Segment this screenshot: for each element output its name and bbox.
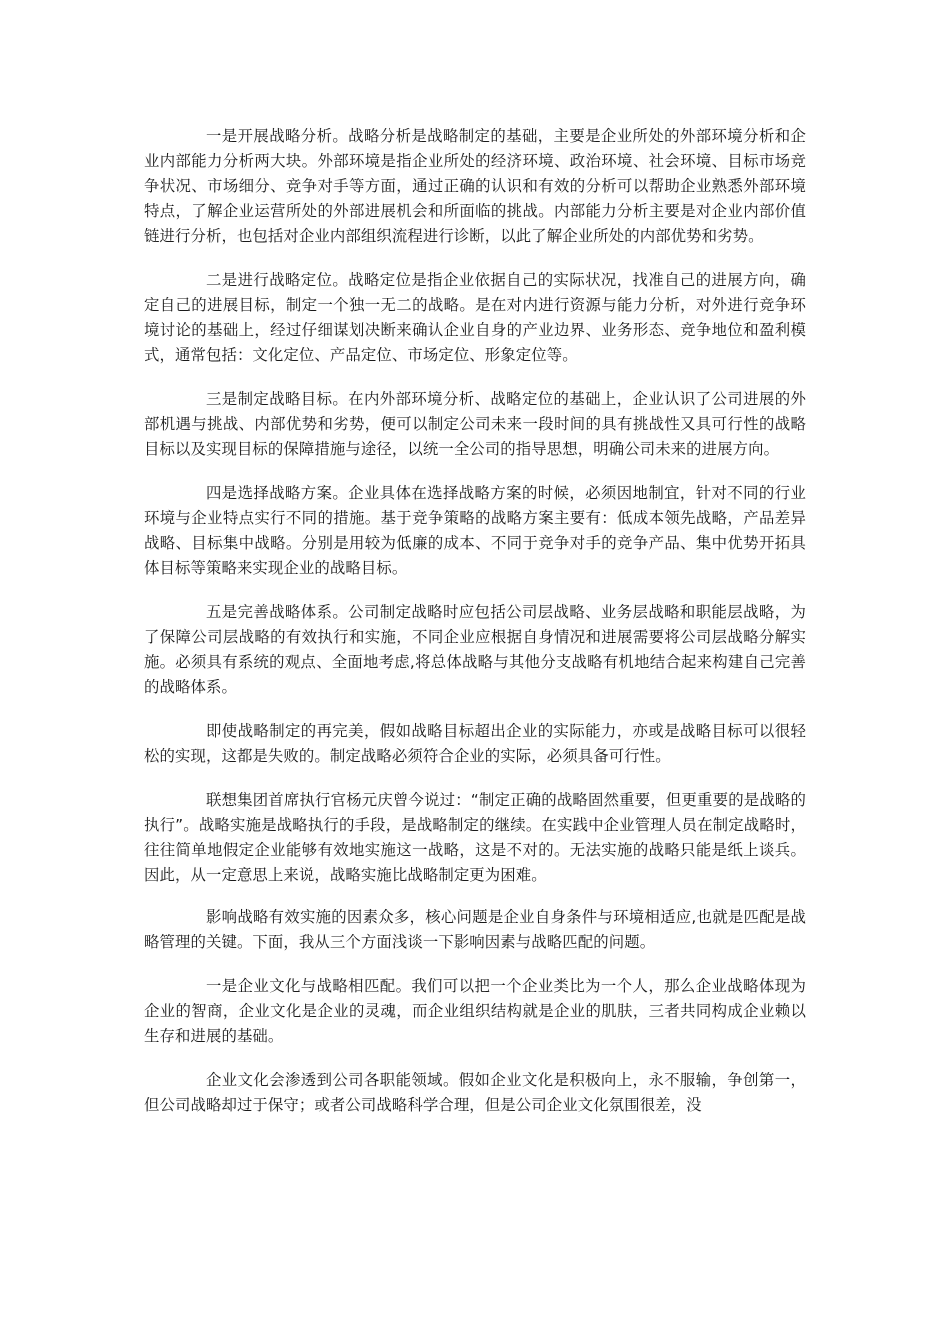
paragraph-strategy-analysis: 一是开展战略分析。战略分析是战略制定的基础，主要是企业所处的外部环境分析和企业内部能力分析两大块。外部环境是指企业所处的经济环境、政治环境、社会环境、目标市场竞争状况、市场细分、竞争对手等方面，通过正确的认识和有效的分析可以帮助企业熟悉外部环境特点，了解企业运营所处的外部进展机会和所面临的挑战。内部能力分析主要是对企业内部价值链进行分析，也包括对企业内部组织流程进行诊断，以此了解企业所处的内部优势和劣势。 <box>144 127 806 245</box>
paragraph-culture-matching: 一是企业文化与战略相匹配。我们可以把一个企业类比为一个人，那么企业战略体现为企业的智商，企业文化是企业的灵魂，而企业组织结构就是企业的肌肤，三者共同构成企业赖以生存和进展的基础。 <box>144 977 806 1045</box>
paragraph-strategy-positioning: 二是进行战略定位。战略定位是指企业依据自己的实际状况，找准自己的进展方向，确定自己的进展目标，制定一个独一无二的战略。是在对内进行资源与能力分析，对外进行竞争环境讨论的基础上，经过仔细谋划决断来确认企业自身的产业边界、业务形态、竞争地位和盈利模式，通常包括：文化定位、产品定位、市场定位、形象定位等。 <box>144 271 806 364</box>
paragraph-matching-factors: 影响战略有效实施的因素众多，核心问题是企业自身条件与环境相适应,也就是匹配是战略管理的关键。下面，我从三个方面浅谈一下影响因素与战略匹配的问题。 <box>144 908 806 951</box>
paragraph-feasibility: 即使战略制定的再完美，假如战略目标超出企业的实际能力，亦或是战略目标可以很轻松的实现，这都是失败的。制定战略必须符合企业的实际，必须具备可行性。 <box>144 722 806 765</box>
paragraph-strategy-options: 四是选择战略方案。企业具体在选择战略方案的时候，必须因地制宜，针对不同的行业环境与企业特点实行不同的措施。基于竞争策略的战略方案主要有：低成本领先战略，产品差异战略、目标集中战略。分别是用较为低廉的成本、不同于竞争对手的竞争产品、集中优势开拓具体目标等策略来实现企业的战略目标。 <box>144 484 806 577</box>
document-body <box>144 124 806 1118</box>
paragraph-strategy-system: 五是完善战略体系。公司制定战略时应包括公司层战略、业务层战略和职能层战略，为了保障公司层战略的有效执行和实施，不同企业应根据自身情况和进展需要将公司层战略分解实施。必须具有系统的观点、全面地考虑,将总体战略与其他分支战略有机地结合起来构建自己完善的战略体系。 <box>144 603 806 696</box>
paragraph-execution-quote: 联想集团首席执行官杨元庆曾今说过：“制定正确的战略固然重要，但更重要的是战略的执行”。战略实施是战略执行的手段，是战略制定的继续。在实践中企业管理人员在制定战略时，往往简单地假定企业能够有效地实施这一战略，这是不对的。无法实施的战略只能是纸上谈兵。因此，从一定意思上来说，战略实施比战略制定更为困难。 <box>144 791 806 884</box>
paragraph-culture-penetration: 企业文化会渗透到公司各职能领域。假如企业文化是积极向上，永不服输，争创第一，但公司战略却过于保守；或者公司战略科学合理，但是公司企业文化氛围很差，没 <box>144 1071 806 1114</box>
paragraph-strategy-objectives: 三是制定战略目标。在内外部环境分析、战略定位的基础上，企业认识了公司进展的外部机遇与挑战、内部优势和劣势，便可以制定公司未来一段时间的具有挑战性又具可行性的战略目标以及实现目标的保障措施与途径，以统一全公司的指导思想，明确公司未来的进展方向。 <box>144 390 806 458</box>
